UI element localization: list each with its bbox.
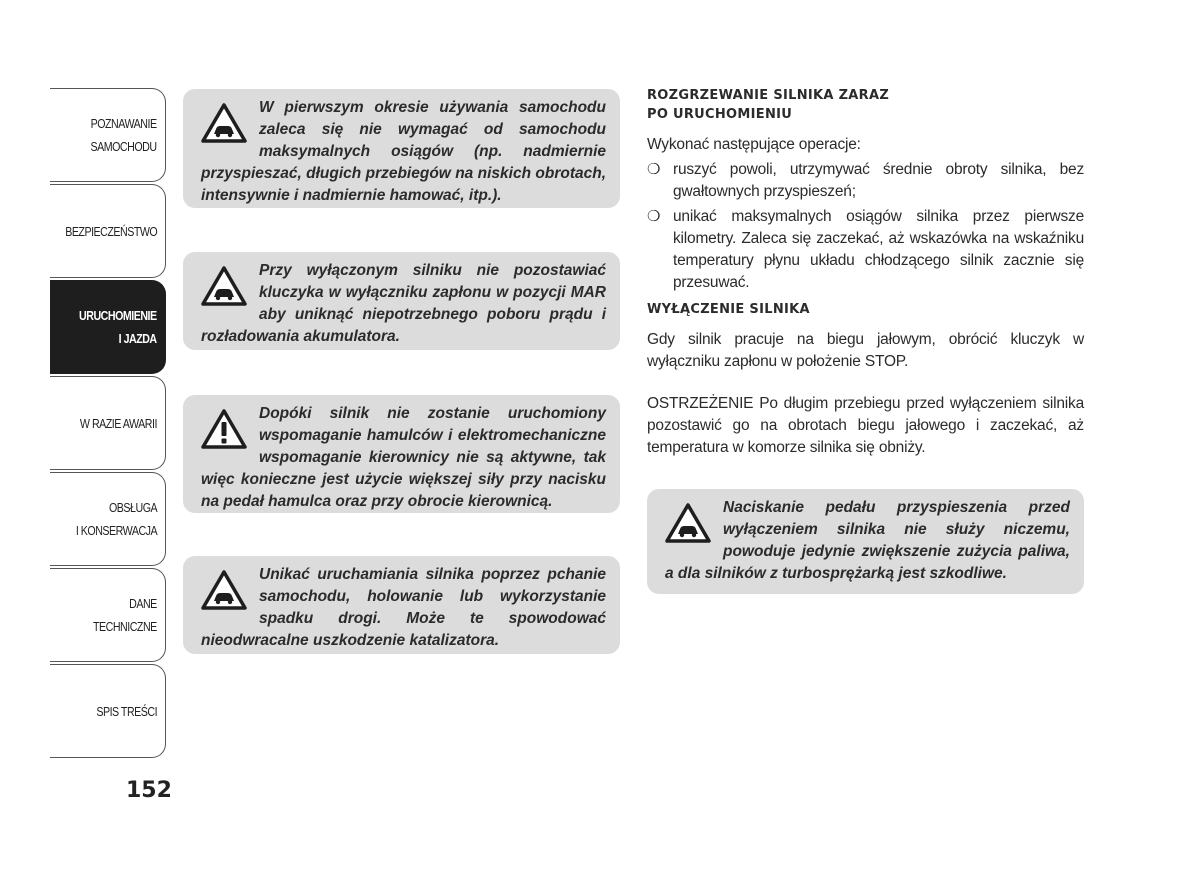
warning-box bbox=[183, 252, 620, 350]
exclamation-warning-icon bbox=[201, 409, 247, 449]
tab-label: URUCHOMIENIE I JAZDA bbox=[79, 308, 157, 346]
chapter-tabs bbox=[50, 88, 166, 760]
warning-text: Unikać uruchamiania silnika poprzez pchanie samochodu, holowanie lub wykorzystanie spadku drogi. Może te spowodować nieodwracalne uszkodzenie katalizatora. bbox=[201, 566, 606, 649]
tab-label: OBSŁUGA I KONSERWACJA bbox=[75, 500, 157, 538]
car-warning-icon bbox=[665, 503, 711, 543]
tab-obsluga-i-konserwacja[interactable] bbox=[50, 472, 166, 566]
tab-w-razie-awarii[interactable] bbox=[50, 376, 166, 470]
tab-bezpieczenstwo[interactable] bbox=[50, 184, 166, 278]
list-item bbox=[647, 159, 1084, 203]
car-warning-icon bbox=[201, 103, 247, 143]
section-intro: Wykonać następujące operacje: bbox=[647, 136, 861, 153]
bullet-mark: ❍ bbox=[647, 208, 661, 225]
page-number: 152 bbox=[126, 778, 172, 803]
warning-text: Dopóki silnik nie zostanie uruchomiony wspomaganie hamulców i elektromechaniczne wspomaganie kierownicy nie są aktywne, tak więc konieczne jest użycie większej siły przy nacisku na pedał hamulca oraz przy obrocie kierownicą. bbox=[201, 405, 606, 510]
section-warmup bbox=[647, 86, 1084, 294]
paragraph: OSTRZEŻENIE Po długim przebiegu przed wyłączeniem silnika pozostawić go na obrotach biegu jałowego i zaczekać, aż temperatura w komorze silnika się obniży. bbox=[647, 395, 1084, 456]
list-item-text: unikać maksymalnych osiągów silnika przez pierwsze kilometry. Zaleca się zaczekać, aż wskazówka na wskaźniku temperatury płynu układu chłodzącego silnik zacznie się przesuwać. bbox=[673, 208, 1084, 291]
warning-box bbox=[183, 556, 620, 654]
list-item-text: ruszyć powoli, utrzymywać średnie obroty silnika, bez gwałtownych przyspieszeń; bbox=[673, 161, 1084, 200]
tab-label: DANE TECHNICZNE bbox=[93, 596, 157, 634]
warning-text: Przy wyłączonym silniku nie pozostawiać kluczyka w wyłączniku zapłonu w pozycji MAR aby uniknąć niepotrzebnego poboru prądu i rozładowania akumulatora. bbox=[201, 262, 606, 345]
car-warning-icon bbox=[201, 570, 247, 610]
warning-text: Naciskanie pedału przyspieszenia przed wyłączeniem silnika nie służy niczemu, powoduje jedynie zwiększenie zużycia paliwa, a dla silników z turbosprężarką jest szkodliwe. bbox=[665, 499, 1070, 582]
section-heading: ROZGRZEWANIE SILNIKA ZARAZ bbox=[647, 88, 890, 103]
paragraph: Gdy silnik pracuje na biegu jałowym, obrócić kluczyk w wyłączniku zapłonu w położenie STOP. bbox=[647, 331, 1084, 370]
warning-box bbox=[183, 89, 620, 208]
warning-box bbox=[183, 395, 620, 513]
section-heading: WYŁĄCZENIE SILNIKA bbox=[647, 302, 810, 317]
list-item bbox=[647, 206, 1084, 294]
warning-text: W pierwszym okresie używania samochodu zaleca się nie wymagać od samochodu maksymalnych osiągów (np. nadmiernie przyspieszać, długich przebiegów na niskich obrotach, intensywnie i nadmiernie hamować, itp.). bbox=[201, 99, 606, 204]
tab-spis-tresci[interactable] bbox=[50, 664, 166, 758]
tab-uruchomienie-i-jazda[interactable] bbox=[50, 280, 166, 374]
warning-box bbox=[647, 489, 1084, 594]
tab-dane-techniczne[interactable] bbox=[50, 568, 166, 662]
section-engine-off bbox=[647, 300, 1084, 459]
tab-label: SPIS TREŚCI bbox=[96, 703, 157, 719]
tab-label: BEZPIECZEŃSTWO bbox=[64, 223, 157, 239]
tab-label: POZNAWANIE SAMOCHODU bbox=[90, 116, 157, 154]
car-warning-icon bbox=[201, 266, 247, 306]
tab-poznawanie-samochodu[interactable] bbox=[50, 88, 166, 182]
bullet-mark: ❍ bbox=[647, 161, 661, 178]
section-heading: PO URUCHOMIENIU bbox=[647, 107, 793, 122]
tab-label: W RAZIE AWARII bbox=[79, 415, 157, 431]
